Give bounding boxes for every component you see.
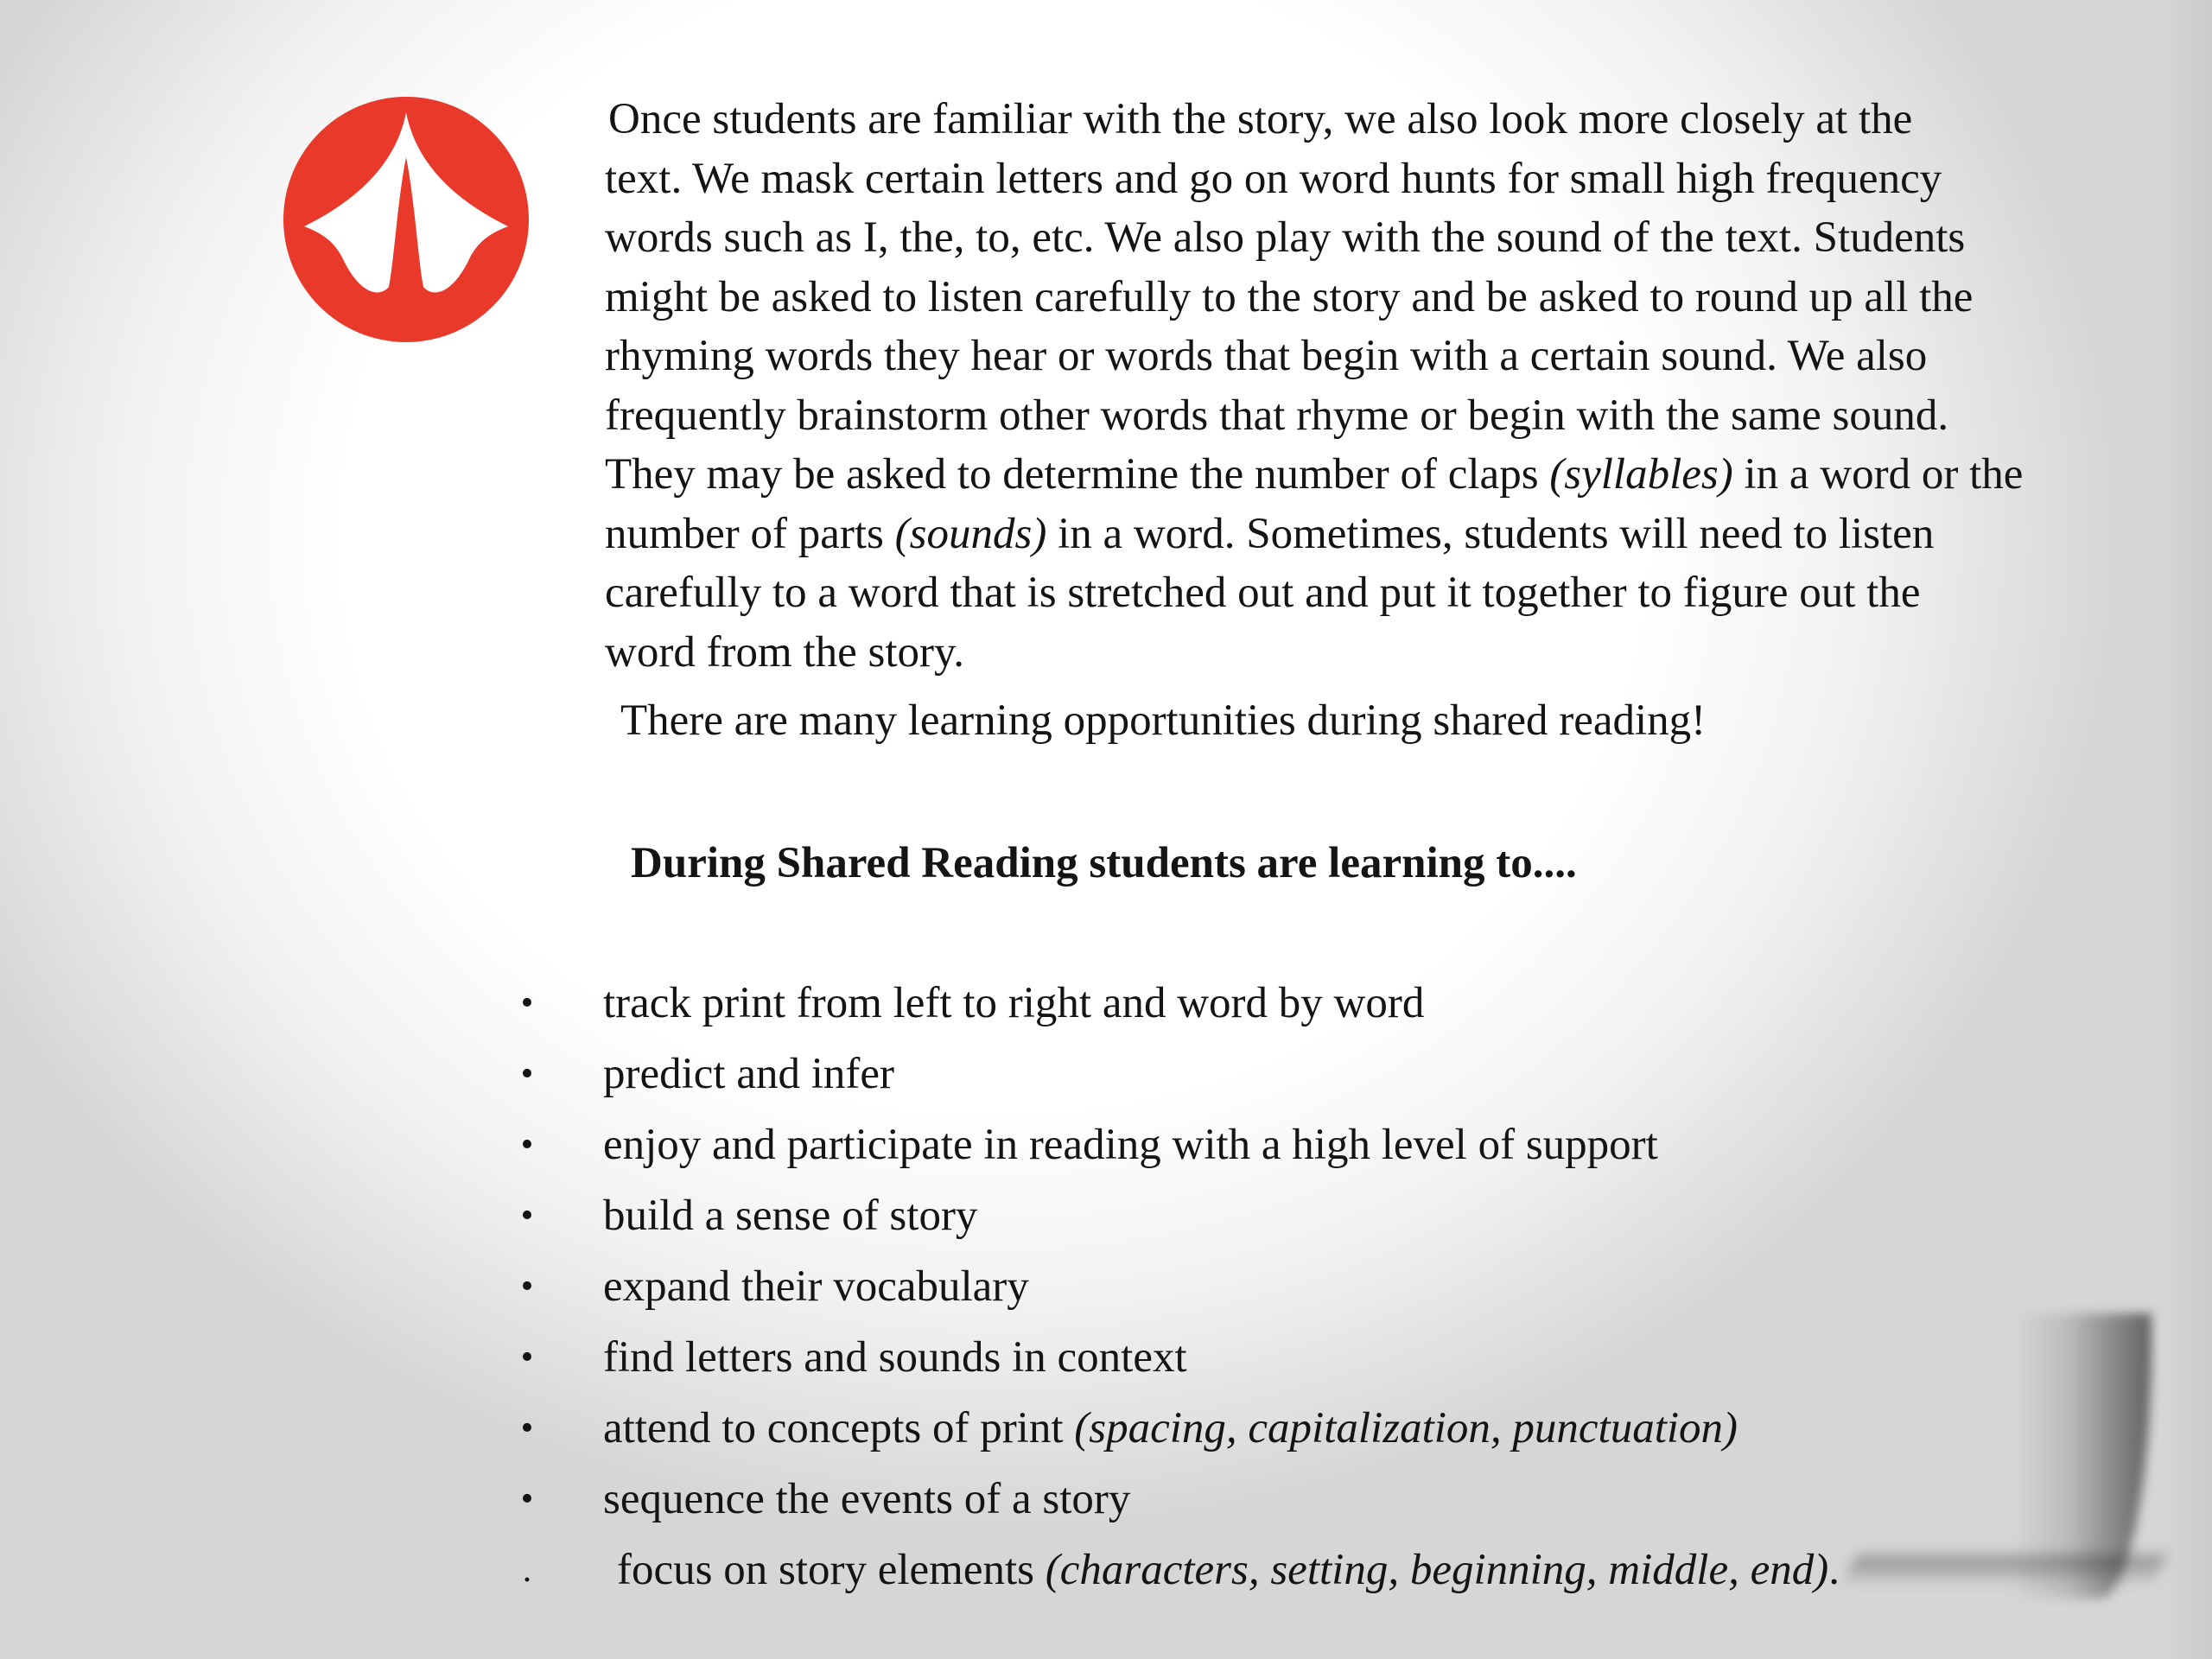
paragraph-line <box>605 505 2152 564</box>
text-span: word from the story. <box>605 627 964 677</box>
bullet-marker: • <box>520 1125 534 1165</box>
list-item-text <box>603 1039 894 1109</box>
text-span: sequence the events of a story <box>603 1475 1131 1523</box>
paragraph-line <box>605 327 2152 386</box>
list-item-text <box>603 1393 1738 1464</box>
text-span: They may be asked to determine the number of claps <box>605 450 1550 499</box>
paragraph-line <box>605 445 2152 505</box>
italic-text: (sounds) <box>894 509 1047 558</box>
paragraph-line <box>605 563 2152 623</box>
list-item-text <box>603 1180 977 1251</box>
paragraph-line <box>605 268 2152 327</box>
intro-paragraph <box>605 90 2152 682</box>
italic-text: (syllables) <box>1549 450 1733 499</box>
text-span: focus on story elements <box>617 1546 1046 1594</box>
tent-logo-icon <box>283 97 529 342</box>
text-span: enjoy and participate in reading with a high level of support <box>603 1121 1658 1169</box>
text-span: predict and infer <box>603 1050 895 1098</box>
paragraph-line <box>605 149 2152 209</box>
text-span: find letters and sounds in context <box>603 1333 1187 1382</box>
list-item-text <box>617 1535 1840 1605</box>
list-item-text <box>603 1251 1029 1322</box>
text-span: carefully to a word that is stretched out and put it together to figure out the <box>605 569 1921 617</box>
bullet-marker: • <box>520 1196 534 1236</box>
paragraph-line <box>605 623 2152 683</box>
text-span: in a word. Sometimes, students will need to listen <box>1046 509 1935 558</box>
list-item-text <box>603 1322 1187 1393</box>
text-span: words such as I, the, to, etc. We also play with the sound of the text. Students <box>605 213 1966 262</box>
text-span: might be asked to listen carefully to the story and be asked to round up all the <box>605 272 1974 321</box>
list-item-text <box>603 968 1424 1039</box>
bullet-marker: • <box>520 1479 534 1519</box>
text-span: number of parts <box>605 509 895 558</box>
text-span: expand their vocabulary <box>603 1262 1029 1311</box>
paragraph-line <box>605 386 2152 446</box>
bullet-marker: • <box>520 1408 534 1448</box>
paragraph-line <box>605 208 2152 268</box>
text-span: text. We mask certain letters and go on word hunts for small high frequency <box>605 154 1942 203</box>
text-span: build a sense of story <box>603 1192 978 1240</box>
page-edge-shading <box>2160 0 2212 1659</box>
paragraph-line <box>605 90 2152 149</box>
text-span: . <box>1828 1546 1840 1594</box>
text-span: attend to concepts of print <box>603 1404 1075 1452</box>
text-span: track print from left to right and word by word <box>603 979 1425 1027</box>
bullet-marker: . <box>522 1550 532 1590</box>
text-span: frequently brainstorm other words that rhyme or begin with the same sound. <box>605 391 1949 440</box>
italic-text: (spacing, capitalization, punctuation) <box>1074 1404 1738 1452</box>
text-span: Once students are familiar with the story, we also look more closely at the <box>608 95 1913 143</box>
bullet-marker: • <box>520 1267 534 1306</box>
text-span: rhyming words they hear or words that begin with a certain sound. We also <box>605 332 1928 380</box>
bullet-marker: • <box>520 1054 534 1094</box>
bullet-marker: • <box>520 1338 534 1377</box>
bullet-marker: • <box>520 983 534 1023</box>
section-heading: During Shared Reading students are learning to.... <box>631 839 1577 887</box>
italic-text: (characters, setting, beginning, middle, end) <box>1045 1546 1829 1594</box>
list-item-text <box>603 1464 1130 1535</box>
page-bottom-shadow <box>1843 1555 2165 1586</box>
list-item-text <box>603 1109 1658 1180</box>
closing-sentence: There are many learning opportunities during shared reading! <box>620 696 1707 745</box>
text-span: in a word or the <box>1732 450 2024 499</box>
